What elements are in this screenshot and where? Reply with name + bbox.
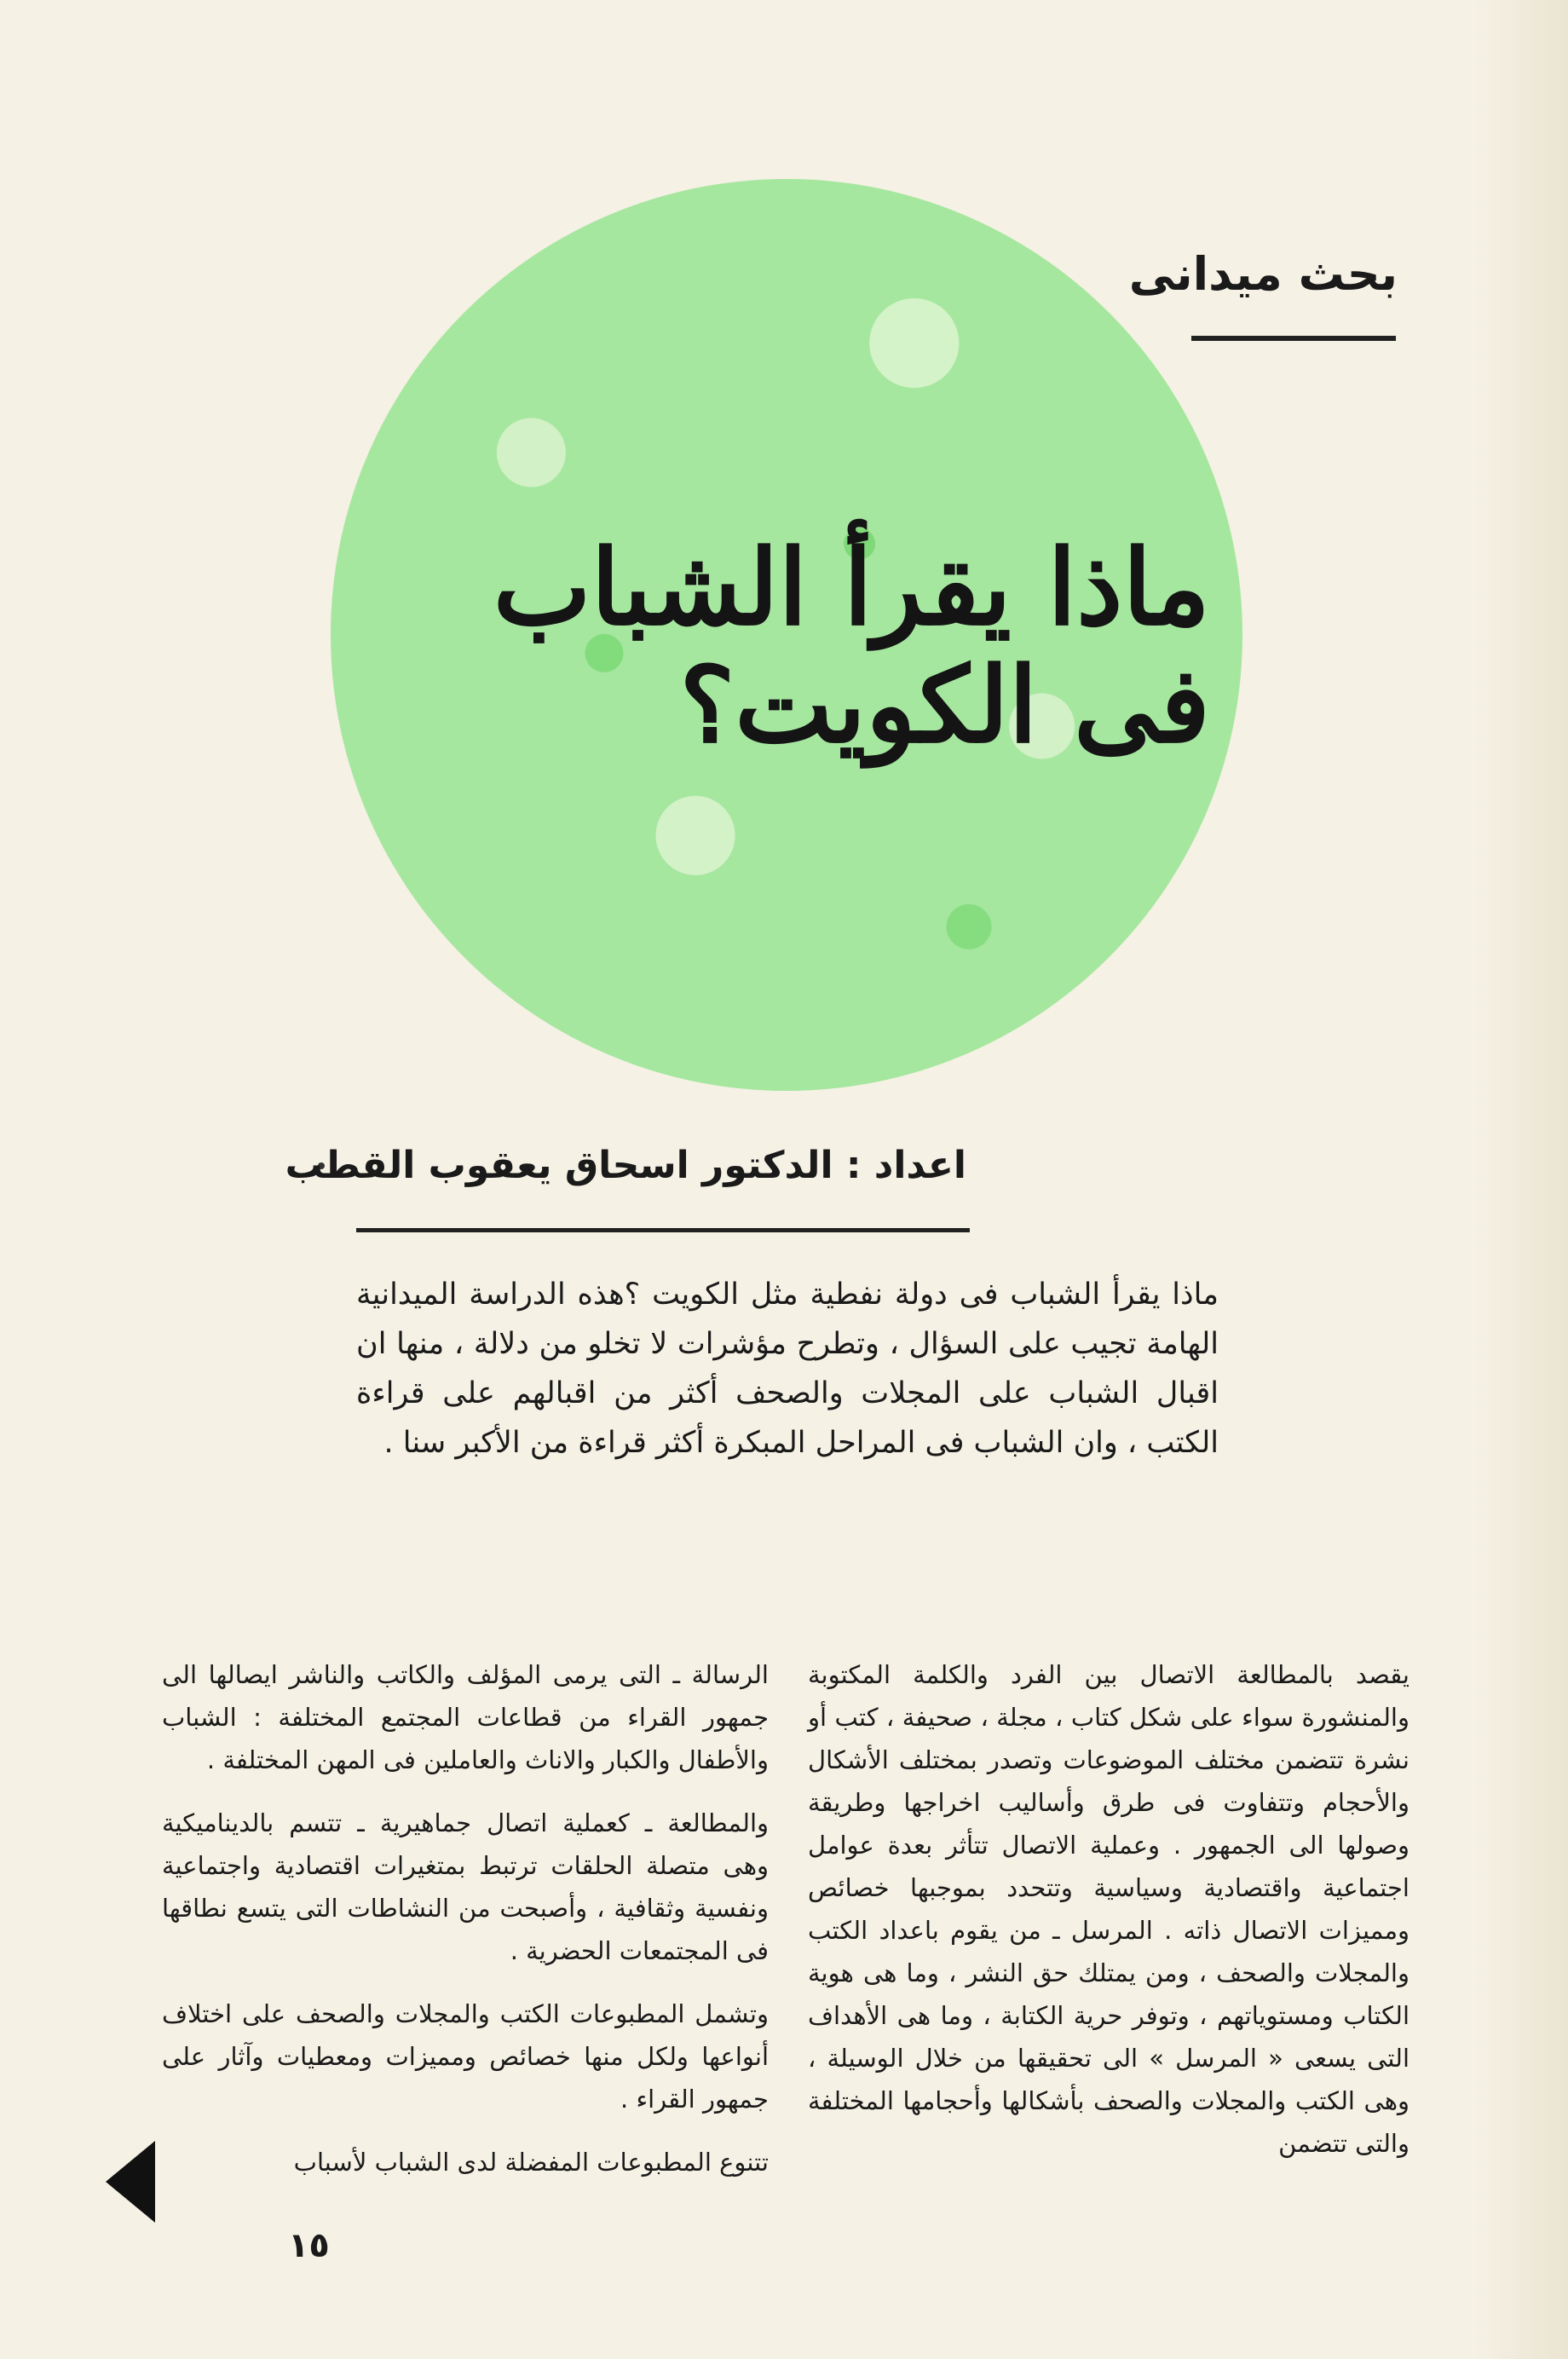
body-paragraph: الرسالة ـ التى يرمى المؤلف والكاتب والناشر ايصالها الى جمهور القراء من قطاعات المجتمع المختلفة : الشباب والأطفال والكبار والاناث والعاملين فى المهن المختلفة . (162, 1660, 769, 1774)
author-rule (356, 1228, 970, 1232)
author-line: اعداد : الدكتور اسحاق يعقوب القطب (285, 1144, 966, 1187)
triangle-left-icon (106, 2141, 155, 2223)
article-title: ماذا يقرأ الشباب فى الكويت؟ (493, 526, 1210, 766)
section-label: بحث ميدانى (1128, 247, 1398, 301)
section-rule (1191, 336, 1396, 341)
body-paragraph: والمطالعة ـ كعملية اتصال جماهيرية ـ تتسم بالديناميكية وهى متصلة الحلقات ترتبط بمتغيرات اقتصادية واجتماعية ونفسية وثقافية ، وأصبحت من النشاطات التى يتسع نطاقها فى المجتمعات الحضرية . (162, 1808, 769, 1965)
body-paragraph: يقصد بالمطالعة الاتصال بين الفرد والكلمة المكتوبة والمنشورة سواء على شكل كتاب ، مجلة ، صحيفة ، كتب أو نشرة تتضمن مختلف الموضوعات وتصدر بمختلف الأشكال والأحجام وتتفاوت فى طرق وأساليب اخراجها وطريقة وصولها الى الجمهور . وعملية الاتصال تتأثر بعدة عوامل اجتماعية واقتصادية وسياسية وتتحدد بموجبها خصائص ومميزات الاتصال ذاته . المرسل ـ من يقوم باعداد الكتب والمجلات والصحف ، ومن يمتلك حق النشر ، وما هى هوية الكتاب ومستوياتهم ، وتوفر حرية الكتابة ، وما هى الأهداف التى يسعى « المرسل » الى تحقيقها من خلال الوسيلة ، وهى الكتب والمجلات والصحف بأشكالها وأحجامها المختلفة والتى تتضمن (808, 1660, 1409, 2158)
page-number: ١٥ (288, 2226, 330, 2265)
body-column-left (162, 1653, 769, 2204)
body-paragraph: وتشمل المطبوعات الكتب والمجلات والصحف على اختلاف أنواعها ولكل منها خصائص ومميزات ومعطيات وآثار على جمهور القراء . (162, 1999, 769, 2114)
body-paragraph: تتنوع المطبوعات المفضلة لدى الشباب لأسباب (293, 2148, 769, 2177)
intro-paragraph: ماذا يقرأ الشباب فى دولة نفطية مثل الكويت ؟هذه الدراسة الميدانية الهامة تجيب على السؤال ، وتطرح مؤشرات لا تخلو من دلالة ، منها ان اقبال الشباب على المجلات والصحف أكثر من اقبالهم على قراءة الكتب ، وان الشباب فى المراحل المبكرة أكثر قراءة من الأكبر سنا . (356, 1278, 1219, 1460)
body-column-right (808, 1653, 1409, 2185)
page-edge-shadow (1474, 0, 1568, 2359)
